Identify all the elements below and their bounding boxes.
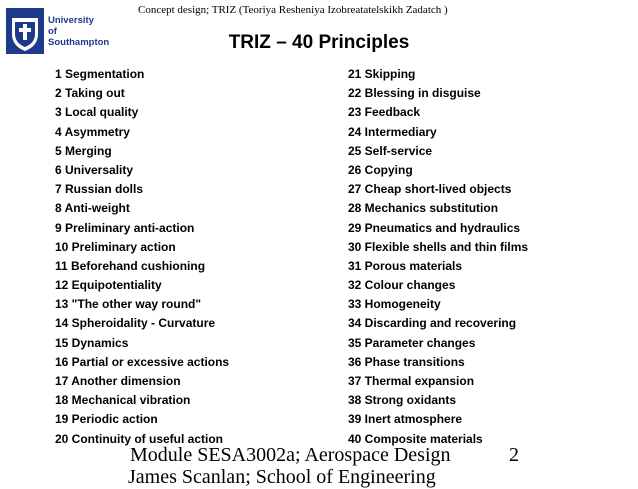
principle-item: 5 Merging (55, 143, 112, 158)
principle-item: 34 Discarding and recovering (348, 316, 517, 331)
principle-item: 33 Homogeneity (348, 297, 441, 312)
slide-title: TRIZ – 40 Principles (228, 32, 410, 53)
principle-item: 15 Dynamics (55, 335, 129, 350)
principle-item: 1 Segmentation (55, 67, 145, 81)
principle-item: 35 Parameter changes (348, 335, 476, 350)
principle-item: 14 Spheroidality - Curvature (55, 316, 216, 331)
principle-item: 38 Strong oxidants (348, 393, 457, 408)
principle-item: 3 Local quality (55, 105, 139, 120)
principle-item: 12 Equipotentiality (55, 278, 162, 293)
principle-item: 18 Mechanical vibration (55, 393, 191, 408)
running-header: Concept design; TRIZ (Teoriya Resheniya Izobreatatelskikh Zadatch ) (138, 4, 448, 16)
principle-item: 7 Russian dolls (55, 182, 144, 197)
principle-item: 39 Inert atmosphere (348, 412, 463, 427)
principle-item: 26 Copying (348, 162, 413, 177)
principle-item: 11 Beforehand cushioning (55, 258, 206, 273)
principles-left-column (55, 66, 229, 450)
principle-item: 20 Continuity of useful action (55, 431, 224, 446)
principle-item: 9 Preliminary anti-action (55, 220, 195, 235)
principle-item: 10 Preliminary action (55, 239, 176, 254)
principles-right-column (348, 66, 528, 450)
principle-item: 13 "The other way round" (55, 297, 202, 312)
principle-item: 4 Asymmetry (55, 124, 130, 139)
footer-module-name: Module SESA3002a; Aerospace Design (130, 444, 451, 466)
principle-item: 22 Blessing in disguise (348, 86, 481, 101)
principle-item: 21 Skipping (348, 67, 416, 81)
principle-item: 6 Universality (55, 162, 134, 177)
principle-item: 28 Mechanics substitution (348, 201, 499, 216)
principle-item: 23 Feedback (348, 105, 421, 120)
principle-item: 36 Phase transitions (348, 354, 465, 369)
principle-item: 19 Periodic action (55, 412, 158, 427)
principle-item: 32 Colour changes (348, 278, 456, 293)
logo-text-line-1: University (48, 15, 94, 26)
principle-item: 25 Self-service (348, 143, 433, 158)
principle-item: 16 Partial or excessive actions (55, 354, 230, 369)
principle-item: 29 Pneumatics and hydraulics (348, 220, 521, 235)
principle-item: 37 Thermal expansion (348, 374, 475, 388)
logo-text-line-2: of Southampton (48, 26, 110, 48)
footer-author: James Scanlan; School of Engineering (128, 466, 436, 488)
page-number: 2 (509, 444, 519, 466)
principle-item: 30 Flexible shells and thin films (348, 239, 529, 254)
principle-item: 8 Anti-weight (55, 201, 130, 216)
principle-item: 2 Taking out (55, 86, 125, 101)
principle-item: 27 Cheap short-lived objects (348, 182, 512, 197)
principle-item: 40 Composite materials (348, 431, 483, 446)
principle-item: 17 Another dimension (55, 374, 181, 388)
principle-item: 31 Porous materials (348, 258, 463, 273)
principle-item: 24 Intermediary (348, 124, 437, 139)
